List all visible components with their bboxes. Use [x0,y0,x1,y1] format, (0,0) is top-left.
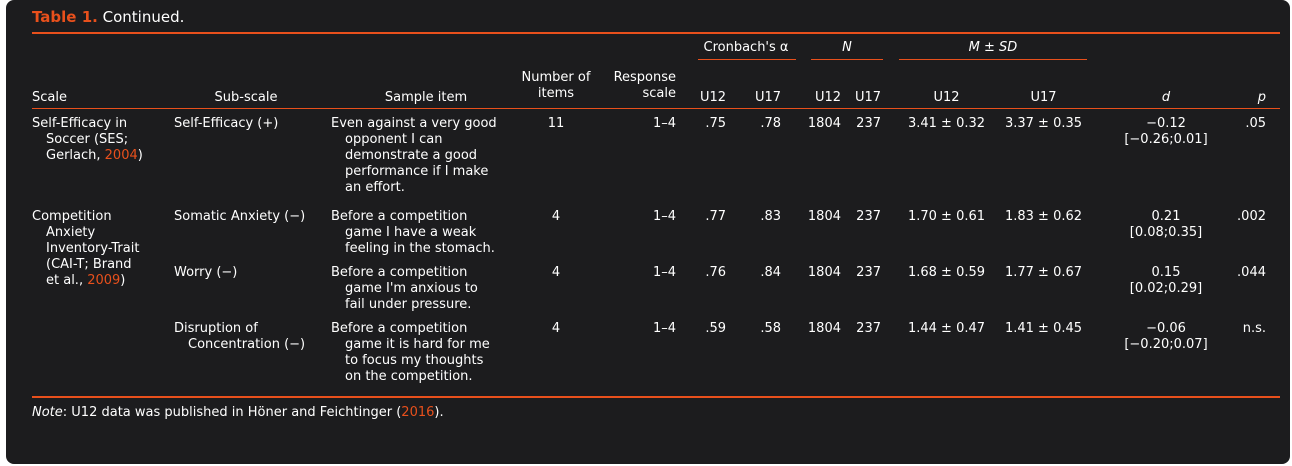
subscale-label: Self-Efficacy (+) [174,116,279,131]
p-value: .002 [1237,209,1266,224]
m-u17: 1.83 ± 0.62 [1004,209,1083,224]
note-label: Note [32,405,63,420]
scale-line: Inventory-Trait [46,241,140,256]
sample-line: to focus my thoughts [345,353,484,368]
sample-line: game I have a weak [345,225,477,240]
top-rule [32,32,1280,34]
n-u12: 1804 [807,116,841,131]
scale-line: Soccer (SES; [46,132,129,147]
scale-line: Anxiety [46,225,96,240]
n-u17: 237 [856,116,881,131]
header-n-u12: U12 [814,90,841,105]
m-u17: 3.37 ± 0.35 [1004,116,1083,131]
response-value: 1–4 [652,321,676,336]
sample-line: Before a competition [331,265,468,280]
alpha-u17: .78 [760,116,781,131]
bottom-rule [32,396,1280,398]
table-panel [6,0,1290,464]
sample-line: Before a competition [331,321,468,336]
scale-line: Self-Efficacy in [32,116,128,131]
subscale-label: Disruption of [174,321,258,336]
sample-line: opponent I can [345,132,443,147]
sample-line: feeling in the stomach. [345,241,495,256]
header-number-items-1: Number of [521,70,591,85]
m-u12: 1.68 ± 0.59 [907,265,986,280]
d-ci: [0.02;0.29] [1129,281,1203,296]
response-value: 1–4 [652,209,676,224]
header-d: d [1161,90,1171,105]
alpha-u17: .83 [760,209,781,224]
header-m-u17: U17 [1030,90,1057,105]
sample-line: game I'm anxious to [345,281,478,296]
sample-line: on the competition. [345,369,473,384]
p-value: n.s. [1242,321,1266,336]
header-m-u12: U12 [933,90,960,105]
sample-line: performance if I make [345,164,489,179]
d-value: 0.21 [1151,209,1181,224]
scale-line: (CAI-T; Brand [46,257,132,272]
items-value: 4 [551,265,561,280]
caption-label: Table 1. [32,8,98,26]
scale-line: Gerlach, 2004) [46,148,143,163]
sample-line: an effort. [345,180,405,195]
note-end: ). [434,405,444,420]
header-p: p [1257,90,1266,105]
cronbach-underline [698,59,796,60]
citation-link[interactable]: 2004 [104,148,138,163]
m-u12: 3.41 ± 0.32 [907,116,986,131]
n-u12: 1804 [807,265,841,280]
alpha-u12: .75 [705,116,726,131]
subscale-label: Worry (−) [174,265,238,280]
alpha-u12: .59 [705,321,726,336]
n-u17: 237 [856,321,881,336]
caption-text: Continued. [102,8,185,26]
table-note [32,405,444,421]
header-alpha-u12: U12 [699,90,726,105]
n-u17: 237 [856,209,881,224]
note-text: : U12 data was published in Höner and Feichtinger ( [62,405,402,420]
header-cronbach: Cronbach's α [703,40,789,55]
alpha-u12: .77 [705,209,726,224]
items-value: 4 [551,209,561,224]
n-u12: 1804 [807,321,841,336]
scale-line: et al., 2009) [46,273,126,288]
header-rule [32,108,1280,109]
header-alpha-u17: U17 [754,90,781,105]
header-sample-item: Sample item [384,90,468,105]
subscale-label: Somatic Anxiety (−) [174,209,306,224]
sample-line: fail under pressure. [345,297,472,312]
sample-line: Before a competition [331,209,468,224]
d-value: −0.12 [1146,116,1186,131]
header-scale: Scale [32,90,67,105]
d-ci: [−0.26;0.01] [1124,132,1208,147]
scale-line: Competition [32,209,112,224]
citation-link[interactable]: 2009 [87,273,121,288]
m-u12: 1.44 ± 0.47 [907,321,986,336]
alpha-u12: .76 [705,265,726,280]
d-value: 0.15 [1151,265,1181,280]
header-response-1: Response [613,70,676,85]
d-ci: [0.08;0.35] [1129,225,1203,240]
p-value: .05 [1245,116,1266,131]
sample-line: Even against a very good [331,116,497,131]
p-value: .044 [1237,265,1266,280]
n-underline [811,59,883,60]
n-u17: 237 [856,265,881,280]
alpha-u17: .84 [760,265,781,280]
items-value: 11 [547,116,565,131]
alpha-u17: .58 [760,321,781,336]
header-number-items-2: items [537,86,575,101]
items-value: 4 [551,321,561,336]
citation-link[interactable]: 2016 [401,405,435,420]
sample-line: game it is hard for me [345,337,490,352]
d-value: −0.06 [1146,321,1186,336]
header-msd: M ± SD [968,40,1018,55]
header-n-u17: U17 [854,90,881,105]
m-u17: 1.41 ± 0.45 [1004,321,1083,336]
d-ci: [−0.20;0.07] [1124,337,1208,352]
sample-line: demonstrate a good [345,148,478,163]
header-n: N [842,40,852,55]
table-caption [32,8,184,26]
header-subscale: Sub-scale [214,90,278,105]
response-value: 1–4 [652,265,676,280]
msd-underline [899,59,1087,60]
subscale-label: Concentration (−) [188,337,306,352]
header-response-2: scale [642,86,676,101]
m-u17: 1.77 ± 0.67 [1004,265,1083,280]
response-value: 1–4 [652,116,676,131]
m-u12: 1.70 ± 0.61 [907,209,986,224]
n-u12: 1804 [807,209,841,224]
